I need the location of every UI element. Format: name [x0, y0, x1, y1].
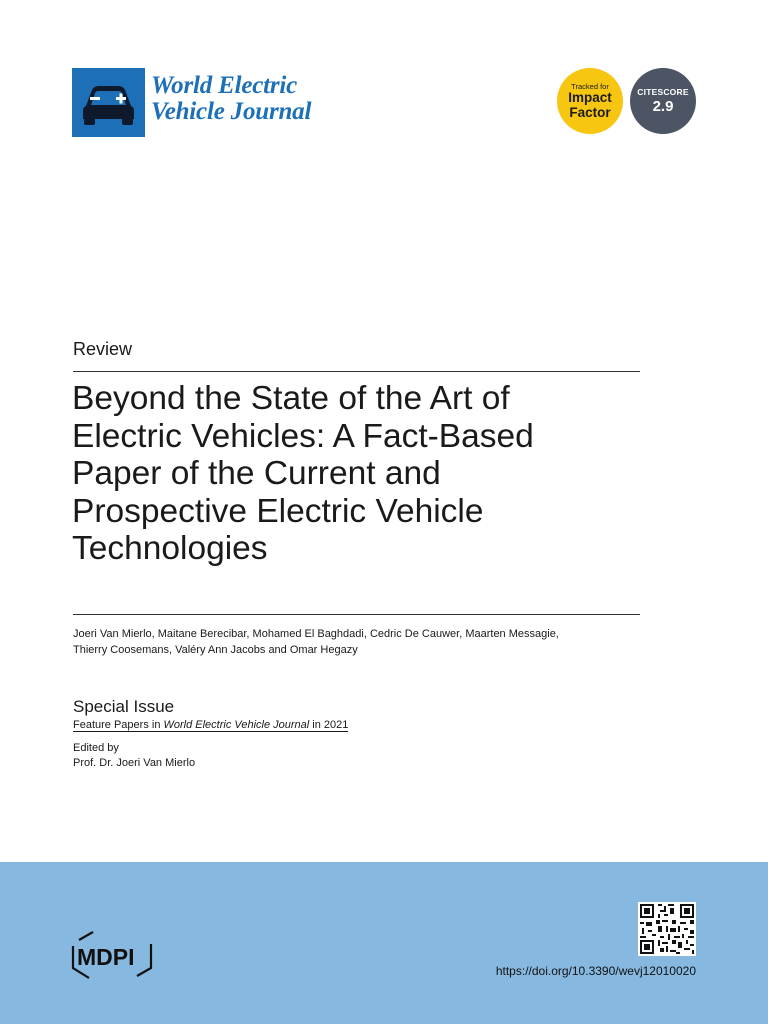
- article-type: Review: [73, 339, 133, 359]
- special-issue-suffix: in 2021: [309, 719, 349, 731]
- editor-block: [73, 741, 195, 771]
- authors-line: Thierry Coosemans, Valéry Ann Jacobs and Omar Hegazy: [73, 644, 358, 656]
- journal-logo: [72, 68, 145, 137]
- editor-name: Prof. Dr. Joeri Van Mierlo: [73, 757, 196, 769]
- special-issue-link[interactable]: [73, 719, 348, 732]
- special-issue-journal: World Electric Vehicle Journal: [163, 719, 310, 731]
- impact-badge-line1: Tracked for: [571, 82, 609, 91]
- citescore-value: 2.9: [652, 98, 674, 115]
- author-list: [73, 626, 643, 658]
- title-line: Electric Vehicles: A Fact-Based: [72, 417, 534, 455]
- electric-car-icon: [72, 68, 145, 137]
- edited-by-label: Edited by: [73, 742, 119, 754]
- footer-band: [0, 862, 768, 1024]
- title-line: Paper of the Current and: [72, 455, 441, 492]
- article-title: [72, 380, 632, 568]
- impact-factor-badge[interactable]: [557, 68, 623, 134]
- doi-link[interactable]: https://doi.org/10.3390/wevj12010020: [495, 964, 696, 978]
- divider: [73, 614, 640, 615]
- impact-badge-line3: Factor: [569, 104, 611, 120]
- citescore-badge[interactable]: [630, 68, 696, 134]
- journal-name: [151, 73, 311, 125]
- impact-badge-line2: Impact: [568, 90, 612, 105]
- publisher-name: MDPI: [77, 944, 135, 970]
- journal-name-line2: Vehicle Journal: [151, 98, 312, 125]
- divider: [73, 371, 640, 372]
- mdpi-logo: [71, 930, 157, 982]
- citescore-label: CITESCORE: [637, 87, 689, 97]
- authors-line: Joeri Van Mierlo, Maitane Berecibar, Mohamed El Baghdadi, Cedric De Cauwer, Maarten Messagie,: [73, 628, 559, 640]
- title-line: Beyond the State of the Art of: [72, 380, 510, 417]
- title-line: Technologies: [72, 530, 268, 567]
- special-issue-prefix: Feature Papers in: [73, 719, 164, 731]
- title-line: Prospective Electric Vehicle: [72, 492, 484, 530]
- special-issue-label: Special Issue: [73, 697, 175, 716]
- journal-name-line1: World Electric: [151, 72, 298, 99]
- qr-code-icon[interactable]: [638, 902, 696, 956]
